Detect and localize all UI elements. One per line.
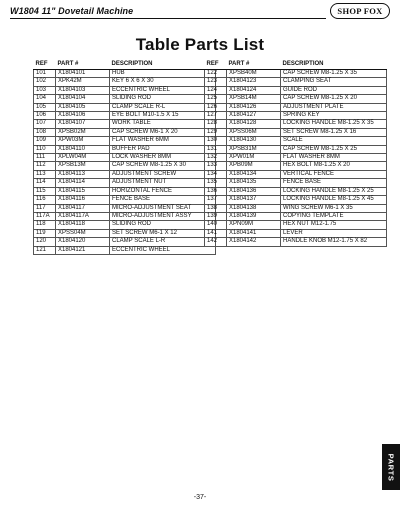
table-row [34,145,216,153]
table-row [205,212,387,220]
part-number-cell: X1804139 [227,212,281,220]
page-title: Table Parts List [135,35,265,54]
part-number-cell: X1804130 [227,137,281,145]
part-number-cell: XPSS04M [56,229,110,237]
ref-cell: 113 [34,170,56,178]
part-number-cell: XPSB40M [227,70,281,78]
part-number-cell: XPSB31M [227,145,281,153]
column-header-part: PART # [227,61,281,70]
description-cell: ADJUSTMENT NUT [110,179,216,187]
part-number-cell: XPW01M [227,154,281,162]
part-number-cell: X1804127 [227,112,281,120]
description-cell: LEVER [281,229,387,237]
table-row [34,128,216,136]
ref-cell: 122 [205,70,227,78]
part-number-cell: X1804117 [56,204,110,212]
part-number-cell: XPSB02M [56,128,110,136]
table-row [205,137,387,145]
description-cell: COPYING TEMPLATE [281,212,387,220]
description-cell: LOCKING HANDLE M8-1.25 X 45 [281,196,387,204]
part-number-cell: X1804138 [227,204,281,212]
part-number-cell: X1804116 [56,196,110,204]
part-number-cell: XPSB14M [227,95,281,103]
description-cell: MICRO-ADJUSTMENT SEAT [110,204,216,212]
part-number-cell: X1804101 [56,70,110,78]
table-row [34,170,216,178]
ref-cell: 126 [205,103,227,111]
part-number-cell: X1804110 [56,145,110,153]
ref-cell: 102 [34,78,56,86]
part-number-cell: XPLW04M [56,154,110,162]
table-row [34,246,216,254]
description-cell: CLAMP SCALE L-R [110,238,216,246]
description-cell: KEY 6 X 6 X 30 [110,78,216,86]
description-cell: ECCENTRIC WHEEL [110,246,216,254]
part-number-cell: X1804106 [56,112,110,120]
description-cell: CLAMPING SEAT [281,78,387,86]
description-cell: BUFFER PAD [110,145,216,153]
table-row [205,238,387,246]
ref-cell: 107 [34,120,56,128]
part-number-cell: X1804120 [56,238,110,246]
description-cell: SLIDING ROD [110,95,216,103]
part-number-cell: X1804136 [227,187,281,195]
ref-cell: 108 [34,128,56,136]
ref-cell: 136 [205,187,227,195]
ref-cell: 109 [34,137,56,145]
ref-cell: 114 [34,179,56,187]
part-number-cell: X1804141 [227,229,281,237]
table-row [205,204,387,212]
description-cell: SLIDING ROD [110,221,216,229]
table-row [34,196,216,204]
description-cell: WORK TABLE [110,120,216,128]
parts-section-tab [382,444,400,490]
ref-cell: 110 [34,145,56,153]
description-cell: ADJUSTMENT SCREW [110,170,216,178]
part-number-cell: X1804128 [227,120,281,128]
description-cell: HEX BOLT M8-1.25 X 20 [281,162,387,170]
parts-table-right [204,61,387,247]
ref-cell: 134 [205,170,227,178]
column-header-description: DESCRIPTION [281,61,387,70]
table-row [205,187,387,195]
description-cell: CLAMP SCALE R-L [110,103,216,111]
ref-cell: 133 [205,162,227,170]
table-row [205,162,387,170]
table-row [34,112,216,120]
table-row [34,70,216,78]
table-row [34,95,216,103]
description-cell: VERTICAL FENCE [281,170,387,178]
table-row [34,154,216,162]
table-row [205,179,387,187]
part-number-cell: X1804105 [56,103,110,111]
table-row [205,103,387,111]
part-number-cell: XPSS06M [227,128,281,136]
part-number-cell: X1804114 [56,179,110,187]
description-cell: LOCK WASHER 8MM [110,154,216,162]
description-cell: EYE BOLT M10-1.5 X 15 [110,112,216,120]
table-header-row [34,61,216,70]
ref-cell: 111 [34,154,56,162]
ref-cell: 128 [205,120,227,128]
part-number-cell: X1804118 [56,221,110,229]
ref-cell: 138 [205,204,227,212]
ref-cell: 116 [34,196,56,204]
part-number-cell: XPB09M [227,162,281,170]
ref-cell: 112 [34,162,56,170]
ref-cell: 139 [205,212,227,220]
header-title: W1804 11" Dovetail Machine [10,6,134,16]
table-row [34,187,216,195]
ref-cell: 117A [34,212,56,220]
part-number-cell: X1804113 [56,170,110,178]
ref-cell: 137 [205,196,227,204]
description-cell: GUIDE ROD [281,86,387,94]
table-row [205,70,387,78]
table-row [34,221,216,229]
ref-cell: 115 [34,187,56,195]
column-header-description: DESCRIPTION [110,61,216,70]
part-number-cell: X1804124 [227,86,281,94]
description-cell: FLAT WASHER 6MM [110,137,216,145]
table-row [205,229,387,237]
ref-cell: 106 [34,112,56,120]
part-number-cell: X1804142 [227,238,281,246]
description-cell: CAP SCREW M8-1.25 X 35 [281,70,387,78]
table-row [205,78,387,86]
ref-cell: 103 [34,86,56,94]
ref-cell: 142 [205,238,227,246]
table-row [205,120,387,128]
description-cell: CAP SCREW M6-1 X 20 [110,128,216,136]
table-row [34,204,216,212]
description-cell: SET SCREW M6-1 X 12 [110,229,216,237]
part-number-cell: X1804115 [56,187,110,195]
ref-cell: 120 [34,238,56,246]
table-row [34,212,216,220]
ref-cell: 118 [34,221,56,229]
part-number-cell: X1804107 [56,120,110,128]
ref-cell: 131 [205,145,227,153]
part-number-cell: X1804126 [227,103,281,111]
table-row [34,238,216,246]
part-number-cell: XPW03M [56,137,110,145]
table-row [34,103,216,111]
part-number-cell: X1804134 [227,170,281,178]
table-row [205,196,387,204]
ref-cell: 135 [205,179,227,187]
part-number-cell: X1804137 [227,196,281,204]
logo-text: SHOP FOX [337,6,383,16]
ref-cell: 129 [205,128,227,136]
description-cell: SET SCREW M8-1.25 X 16 [281,128,387,136]
part-number-cell: X1804117A [56,212,110,220]
table-row [205,145,387,153]
header-rule [10,18,326,19]
shop-fox-logo [330,3,390,19]
ref-cell: 121 [34,246,56,254]
description-cell: CAP SCREW M8-1.25 X 25 [281,145,387,153]
description-cell: ADJUSTMENT PLATE [281,103,387,111]
description-cell: SPRING KEY [281,112,387,120]
ref-cell: 124 [205,86,227,94]
description-cell: FENCE BASE [281,179,387,187]
part-number-cell: XPK42M [56,78,110,86]
description-cell: MICRO-ADJUSTMENT ASSY [110,212,216,220]
ref-cell: 105 [34,103,56,111]
ref-cell: 119 [34,229,56,237]
part-number-cell: X1804121 [56,246,110,254]
ref-cell: 127 [205,112,227,120]
ref-cell: 141 [205,229,227,237]
table-row [34,86,216,94]
side-tab-label: PARTS [386,453,396,481]
table-row [34,120,216,128]
table-row [34,229,216,237]
table-row [205,95,387,103]
part-number-cell: X1804104 [56,95,110,103]
parts-table-left [33,61,216,255]
table-row [34,179,216,187]
ref-cell: 132 [205,154,227,162]
description-cell: WING SCREW M6-1 X 35 [281,204,387,212]
ref-cell: 123 [205,78,227,86]
ref-cell: 104 [34,95,56,103]
part-number-cell: X1804103 [56,86,110,94]
table-row [205,221,387,229]
table-row [34,162,216,170]
table-row [205,86,387,94]
description-cell: LOCKING HANDLE M8-1.25 X 25 [281,187,387,195]
ref-cell: 101 [34,70,56,78]
description-cell: HUB [110,70,216,78]
column-header-part: PART # [56,61,110,70]
description-cell: FLAT WASHER 8MM [281,154,387,162]
description-cell: FENCE BASE [110,196,216,204]
page-number: -37- [193,494,207,501]
description-cell: LOCKING HANDLE M8-1.25 X 35 [281,120,387,128]
table-header-row [205,61,387,70]
description-cell: HORIZONTAL FENCE [110,187,216,195]
table-row [34,137,216,145]
part-number-cell: X1804123 [227,78,281,86]
table-row [205,128,387,136]
description-cell: SCALE [281,137,387,145]
part-number-cell: XPN09M [227,221,281,229]
ref-cell: 140 [205,221,227,229]
description-cell: CAP SCREW M8-1.25 X 30 [110,162,216,170]
description-cell: HEX NUT M12-1.75 [281,221,387,229]
table-row [205,112,387,120]
table-row [205,170,387,178]
part-number-cell: XPSB13M [56,162,110,170]
part-number-cell: X1804135 [227,179,281,187]
table-row [34,78,216,86]
column-header-ref: REF [205,61,227,70]
description-cell: ECCENTRIC WHEEL [110,86,216,94]
description-cell: CAP SCREW M8-1.25 X 20 [281,95,387,103]
description-cell: HANDLE KNOB M12-1.75 X 82 [281,238,387,246]
ref-cell: 117 [34,204,56,212]
table-row [205,154,387,162]
ref-cell: 130 [205,137,227,145]
column-header-ref: REF [34,61,56,70]
ref-cell: 125 [205,95,227,103]
